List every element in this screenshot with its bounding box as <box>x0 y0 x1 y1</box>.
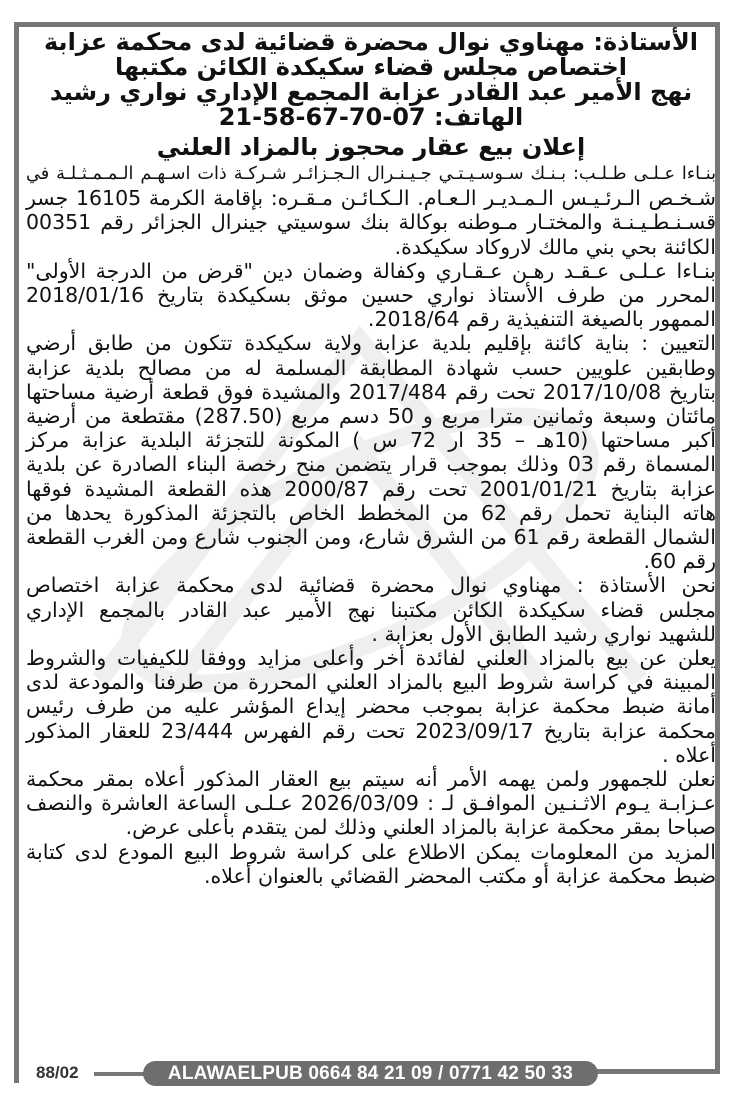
paragraph-line: مجلس قضاء سكيكدة الكائن مكتبنا نهج الأمير عبد القادر بالمجمع الإداري <box>26 597 716 622</box>
publisher-banner: ALAWAELPUB 0664 84 21 09 / 0771 42 50 33 <box>143 1061 598 1086</box>
paragraph <box>26 840 716 888</box>
paragraph-line: الشمال القطعة رقم 61 من الشرق شارع، ومن الجنوب شارع ومن الغرب القطعة <box>26 525 717 550</box>
paragraph-line: يعلن عن بيع بالمزاد العلني لفائدة أخر وأعلى مزايد ووفقا للكيفيات والشروط <box>26 646 716 671</box>
paragraph <box>26 573 716 646</box>
paragraph-line: ضبط محكمة عزابة أو مكتب المحضر القضائي بالعنوان أعلاه. <box>204 863 716 888</box>
bailiff-header <box>26 30 716 130</box>
paragraph-line: بنـاءا عـلـى عـقـد رهـن عـقـاري وكفالة وضمان دين "قرض من الدرجة الأولى" <box>26 258 716 283</box>
paragraph <box>26 259 716 332</box>
paragraph-line: المسماة رقم 03 وذلك بموجب قرار يتضمن منح رخصة البناء الصادرة عن بلدية <box>26 452 716 477</box>
paragraph <box>26 162 716 259</box>
header-line: اختصاص مجلس قضاء سكيكدة الكائن مكتبها <box>115 53 627 81</box>
paragraph <box>26 767 716 840</box>
paragraph-line: أعلاه . <box>662 742 716 767</box>
header-line: نهج الأمير عبد القادر عزابة المجمع الإداري نواري رشيد <box>49 78 693 106</box>
paragraph-line: هاته البناية تحمل رقم 62 من المخطط الخاص بالتجزئة المذكورة يحدها من <box>26 500 717 525</box>
paragraph-line: الكائنة بحي بني مالك لاروكاد سكيكدة. <box>394 234 716 259</box>
paragraph-line: نعلن للجمهور ولمن يهمه الأمر أنه سيتم بيع العقار المذكور أعلاه بمقر محكمة <box>26 767 716 792</box>
paragraph-line: صباحا بمقر محكمة عزابة بالمزاد العلني وذلك لمن يتقدم بأعلى عرض. <box>125 815 716 840</box>
header-phone: الهاتف: 07-70-67-58-21 <box>218 103 524 131</box>
paragraph-line: أمانة ضبط محكمة عزابة بموجب محضر إيداع المؤشر عليه من طرف رئيس <box>26 694 716 719</box>
footer-rule-right <box>590 1069 720 1074</box>
paragraph-line: المحرر من طرف الأستاذ نواري حسين موثق بسكيكدة بتاريخ 2018/01/16 <box>26 283 716 308</box>
paragraph-line: المبينة في كراسة شروط البيع بالمزاد العلني المحررة من طرفنا والمودعة لدى <box>26 670 716 695</box>
paragraph <box>26 331 716 573</box>
paragraph-line: نحن الأستاذة : مهناوي نوال محضرة قضائية لدى محكمة عزابة اختصاص <box>26 573 716 598</box>
paragraph-line: التعيين : بناية كائنة بإقليم بلدية عزابة ولاية سكيكدة تتكون من طابق أرضي <box>26 331 716 356</box>
paragraph-line: بنـاءا عـلـى طـلـب: بـنـك سـوسـيـتـي جـيـنـرال الـجـزائـر شـركـة ذات اسـهـم الـمـمـثـلـة في <box>26 164 716 184</box>
paragraph-line: شـخـص الـرئـيـس الـمـديـر الـعـام. الـكـائـن مـقـره: بإقامة الكرمة 16105 جسر <box>26 186 716 211</box>
paragraph-line: المزيد من المعلومات يمكن الاطلاع على كراسة شروط البيع المودع لدى كتابة <box>26 839 716 864</box>
paragraph-line: عزابة بتاريخ 2001/01/21 تحت رقم 2000/87 هذه القطعة المشيدة فوقها <box>26 476 716 501</box>
notice-body <box>26 162 716 888</box>
paragraph-line: محكمة عزابة بتاريخ 2023/09/17 تحت رقم الفهرس 23/444 للعقار المذكور <box>26 718 716 743</box>
notice-content <box>26 30 716 888</box>
paragraph <box>26 646 716 767</box>
paragraph-line: وطابقين علويين حسب شهادة المطابقة المسلمة له من مصالح بلدية عزابة <box>26 355 716 380</box>
paragraph-line: للشهيد نواري رشيد الطابق الأول بعزابة . <box>371 621 716 646</box>
notice-title: إعلان بيع عقار محجوز بالمزاد العلني <box>156 133 586 161</box>
header-line: الأستاذة: مهناوي نوال محضرة قضائية لدى محكمة عزابة <box>44 28 698 56</box>
paragraph-line: الممهور بالصيغة التنفيذية رقم 2018/64. <box>367 307 716 332</box>
paragraph-line: بتاريخ 2017/10/08 تحت رقم 2017/484 والمشيدة فوق قطعة أرضية مساحتها <box>26 379 716 404</box>
paragraph-line: أكبر مساحتها (10هـ – 35 ار 72 س ) المكونة للتجزئة البلدية عزابة مركز <box>26 428 716 453</box>
paragraph-line: عـزابـة يـوم الاثـنـين الموافـق لـ : 2026/03/09 عـلـى الساعة العاشرة والنصف <box>26 791 716 816</box>
paragraph-line: رقم 60. <box>643 549 716 574</box>
paragraph-line: قسـنـطـيـنـة والمختـار مـوطنه بوكالة بنك سوسيتي جينرال الجزائر رقم 00351 <box>26 210 716 235</box>
border-segment <box>14 1063 19 1083</box>
paragraph-line: مائتان وسبعة وثمانين مترا مربع و 50 دسم مربع (287.50) مقتطعة من أرضية <box>26 404 716 429</box>
ad-code: 88/02 <box>36 1063 79 1082</box>
